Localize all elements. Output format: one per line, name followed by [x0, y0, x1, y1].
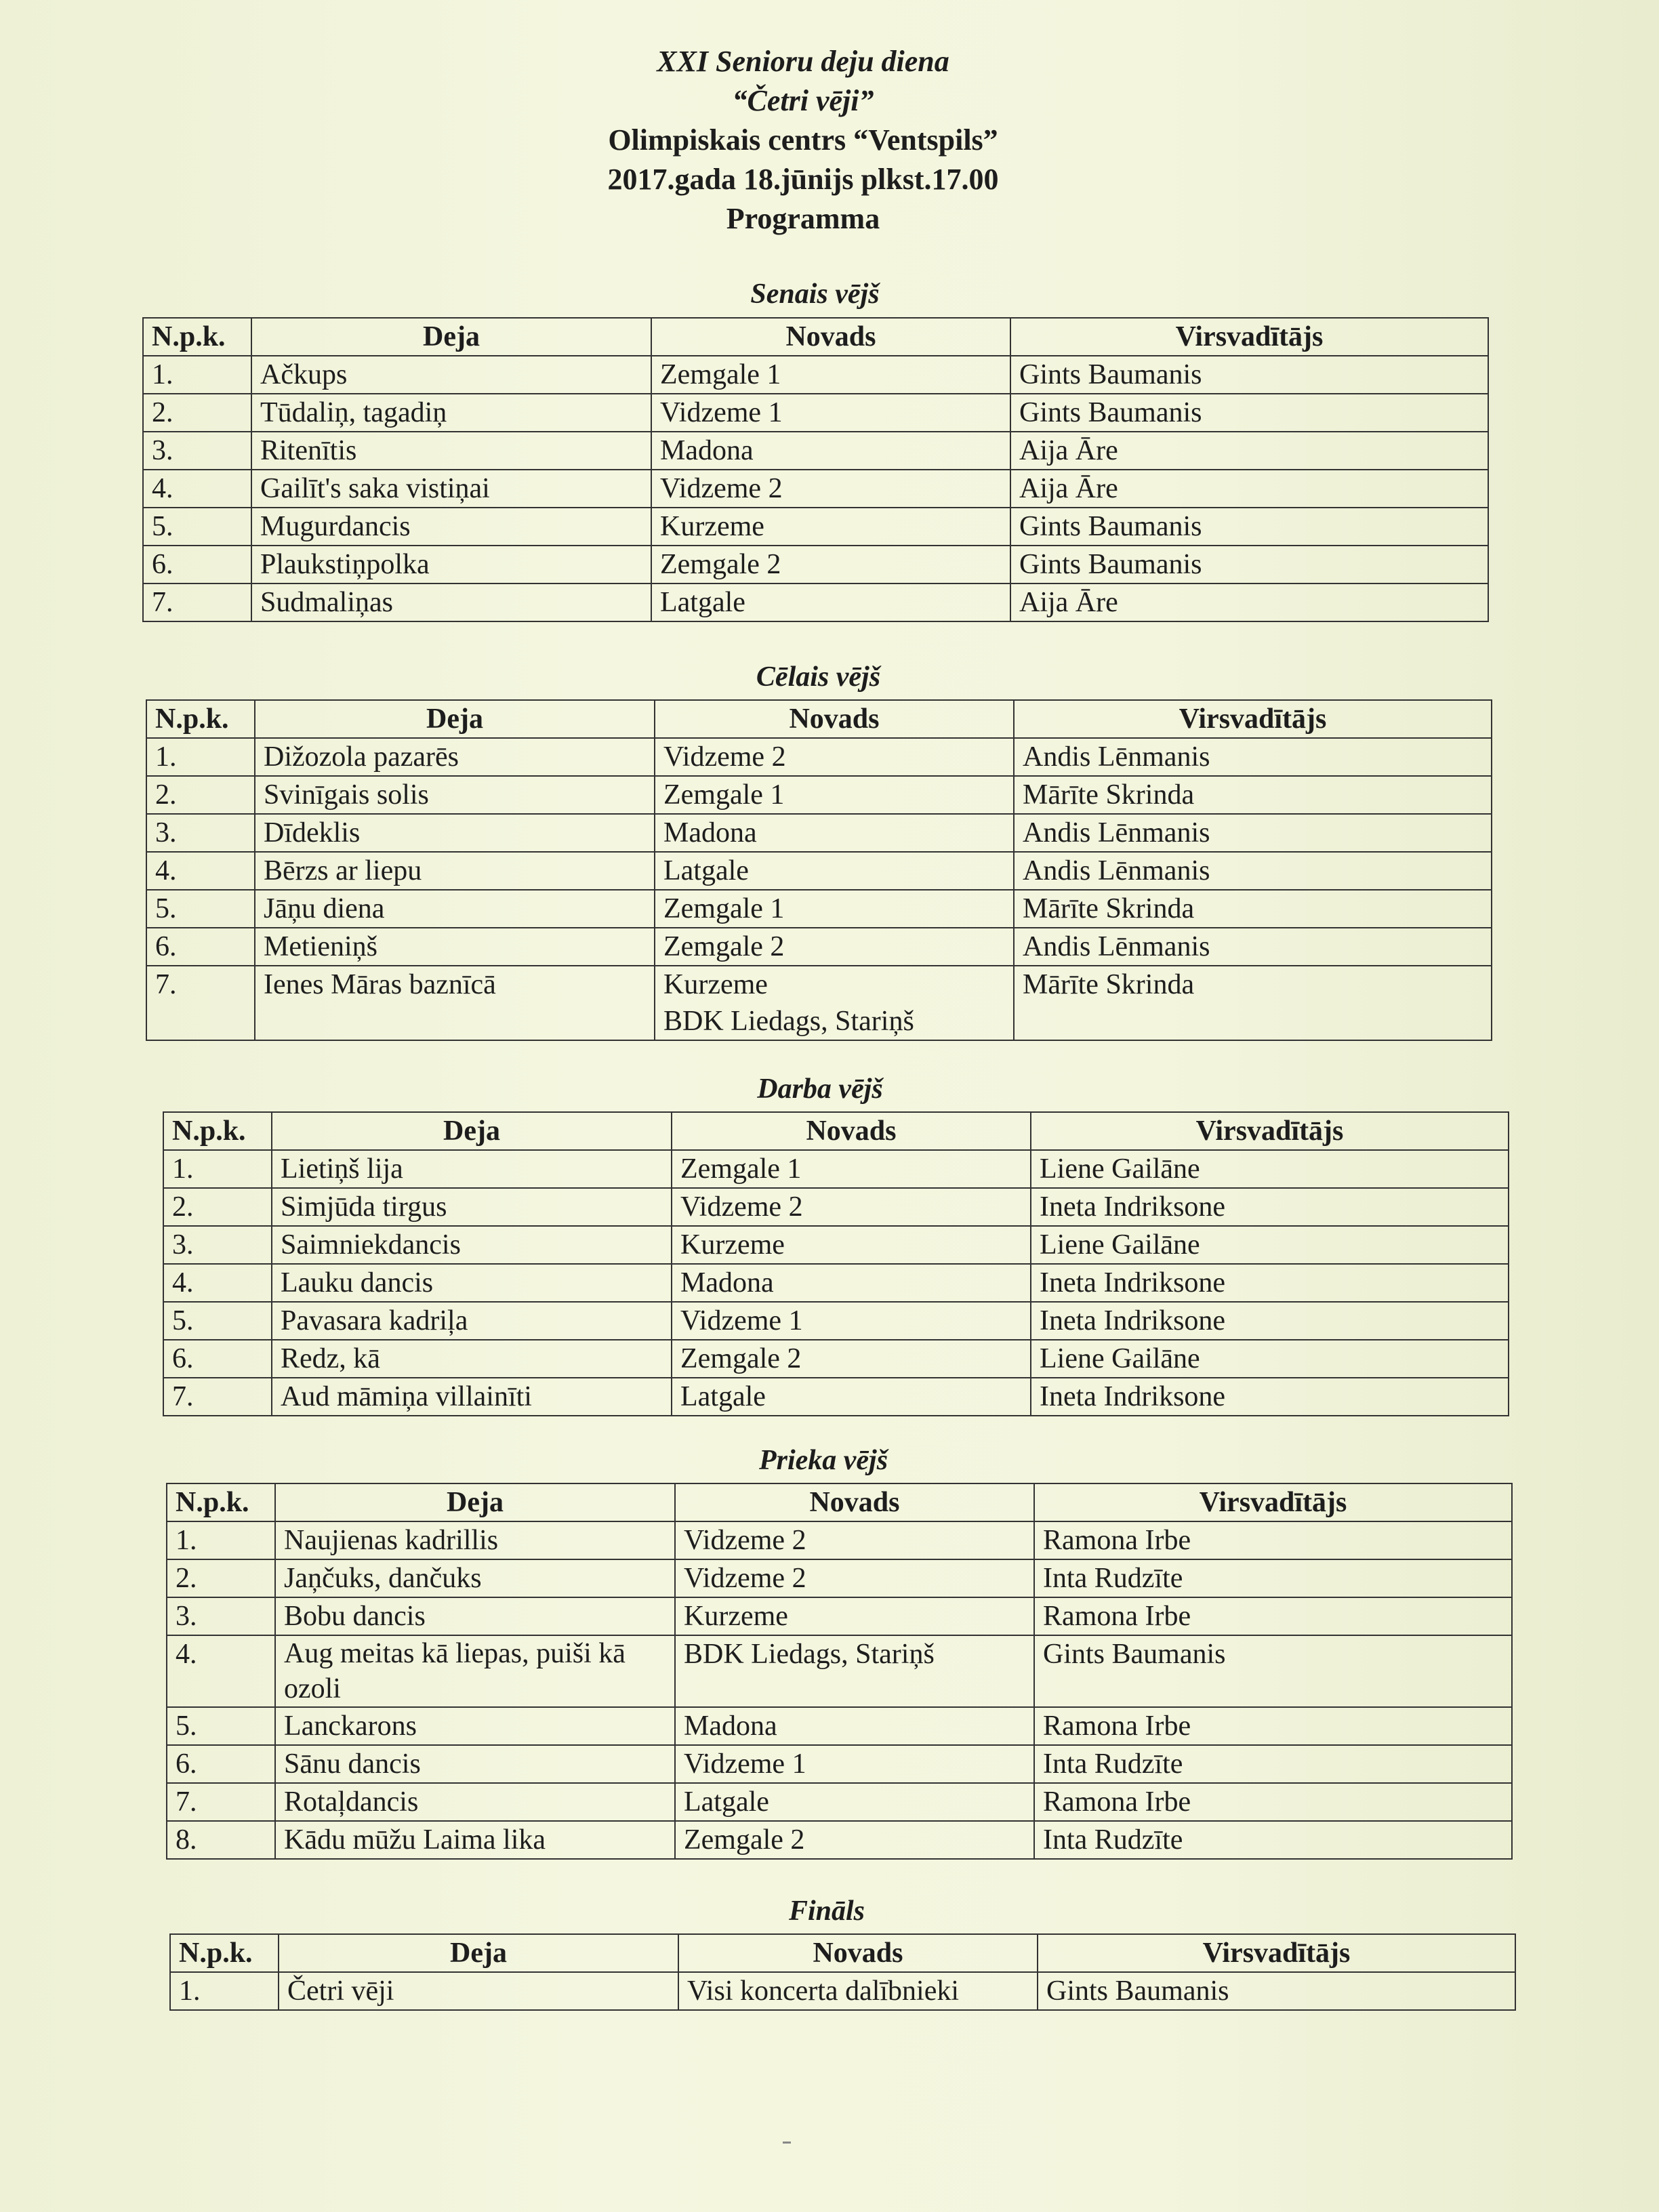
col-virsvaditajs: Virsvadītājs [1031, 1112, 1509, 1150]
region: Zemgale 2 [672, 1340, 1031, 1378]
table-row [167, 1821, 1512, 1859]
section-title-finals: Fināls [788, 1896, 865, 1927]
region: Zemgale 1 [672, 1150, 1031, 1188]
col-npk: N.p.k. [143, 318, 251, 356]
table-row [143, 356, 1488, 394]
region: Latgale [675, 1783, 1034, 1821]
table-row [146, 928, 1492, 966]
col-novads: Novads [655, 700, 1014, 738]
row-number: 1. [163, 1150, 272, 1188]
table-header-row [167, 1483, 1512, 1521]
leader: Aija Āre [1010, 432, 1488, 470]
region [655, 966, 1014, 1040]
region: Vidzeme 1 [672, 1302, 1031, 1340]
section-title-prieka: Prieka vējš [758, 1445, 888, 1476]
row-number: 8. [167, 1821, 275, 1859]
leader: Ineta Indriksone [1031, 1188, 1509, 1226]
table-celais [146, 699, 1492, 1041]
table-row [167, 1745, 1512, 1783]
dance-name: Bērzs ar liepu [255, 852, 655, 890]
row-number: 6. [167, 1745, 275, 1783]
region: Vidzeme 2 [675, 1559, 1034, 1597]
col-npk: N.p.k. [163, 1112, 272, 1150]
region: Latgale [655, 852, 1014, 890]
region: Madona [672, 1264, 1031, 1302]
row-number: 5. [146, 890, 255, 928]
region: Vidzeme 1 [651, 394, 1010, 432]
table-row [167, 1521, 1512, 1559]
region: Vidzeme 2 [651, 470, 1010, 508]
dance-name: Dižozola pazarēs [255, 738, 655, 776]
leader: Andis Lēnmanis [1014, 738, 1492, 776]
dance-name: Četri vēji [279, 1972, 678, 2010]
region-line-2: BDK Liedags, Stariņš [663, 1006, 914, 1037]
col-novads: Novads [678, 1934, 1038, 1972]
dance-name: Dīdeklis [255, 814, 655, 852]
row-number: 7. [163, 1378, 272, 1416]
event-subtitle: “Četri vēji” [732, 84, 874, 117]
dance-name: Ienes Māras baznīcā [255, 966, 655, 1040]
leader: Andis Lēnmanis [1014, 852, 1492, 890]
table-senais [142, 317, 1489, 622]
row-number: 2. [163, 1188, 272, 1226]
table-header-row [163, 1112, 1509, 1150]
row-number: 4. [146, 852, 255, 890]
col-virsvaditajs: Virsvadītājs [1010, 318, 1488, 356]
dance-name: Kādu mūžu Laima lika [275, 1821, 675, 1859]
dance-name: Ačkups [251, 356, 651, 394]
region: Latgale [672, 1378, 1031, 1416]
dance-name: Sānu dancis [275, 1745, 675, 1783]
row-number: 4. [143, 470, 251, 508]
region: Kurzeme [672, 1226, 1031, 1264]
row-number: 7. [167, 1783, 275, 1821]
program-heading: Programma [726, 202, 880, 235]
table-row [143, 583, 1488, 621]
dance-name: Bobu dancis [275, 1597, 675, 1635]
leader: Inta Rudzīte [1034, 1821, 1512, 1859]
dance-name: Metieniņš [255, 928, 655, 966]
leader: Inta Rudzīte [1034, 1745, 1512, 1783]
region: Vidzeme 2 [672, 1188, 1031, 1226]
table-header-row [170, 1934, 1515, 1972]
col-virsvaditajs: Virsvadītājs [1014, 700, 1492, 738]
col-deja: Deja [275, 1483, 675, 1521]
row-number: 5. [167, 1707, 275, 1745]
leader: Gints Baumanis [1010, 546, 1488, 583]
section-title-darba: Darba vējš [757, 1073, 883, 1105]
dance-name: Lanckarons [275, 1707, 675, 1745]
table-row [146, 852, 1492, 890]
dance-name: Mugurdancis [251, 508, 651, 546]
dance-name: Tūdaliņ, tagadiņ [251, 394, 651, 432]
region: Kurzeme [651, 508, 1010, 546]
row-number: 3. [146, 814, 255, 852]
leader: Mārīte Skrinda [1014, 890, 1492, 928]
row-number: 3. [143, 432, 251, 470]
dance-name: Naujienas kadrillis [275, 1521, 675, 1559]
leader: Gints Baumanis [1010, 356, 1488, 394]
col-virsvaditajs: Virsvadītājs [1034, 1483, 1512, 1521]
leader: Mārīte Skrinda [1014, 966, 1492, 1040]
col-virsvaditajs: Virsvadītājs [1038, 1934, 1515, 1972]
leader: Andis Lēnmanis [1014, 814, 1492, 852]
table-prieka [166, 1483, 1513, 1860]
region: Zemgale 1 [651, 356, 1010, 394]
page-mark [783, 2142, 791, 2144]
row-number: 1. [143, 356, 251, 394]
row-number: 7. [146, 966, 255, 1040]
dance-name: Jāņu diena [255, 890, 655, 928]
table-header-row [146, 700, 1492, 738]
table-row [167, 1783, 1512, 1821]
table-row [146, 966, 1492, 1040]
col-deja: Deja [279, 1934, 678, 1972]
dance-name: Pavasara kadriļa [272, 1302, 672, 1340]
col-npk: N.p.k. [167, 1483, 275, 1521]
dance-name: Aud māmiņa villainīti [272, 1378, 672, 1416]
table-row [167, 1597, 1512, 1635]
table-darba [163, 1111, 1509, 1416]
region: Madona [655, 814, 1014, 852]
leader: Ineta Indriksone [1031, 1302, 1509, 1340]
row-number: 1. [167, 1521, 275, 1559]
leader: Liene Gailāne [1031, 1340, 1509, 1378]
table-row [167, 1635, 1512, 1707]
leader: Mārīte Skrinda [1014, 776, 1492, 814]
table-row [143, 394, 1488, 432]
table-row [170, 1972, 1515, 2010]
table-row [163, 1340, 1509, 1378]
dance-name: Gailīt's saka vistiņai [251, 470, 651, 508]
row-number: 2. [143, 394, 251, 432]
leader: Gints Baumanis [1038, 1972, 1515, 2010]
col-deja: Deja [255, 700, 655, 738]
dance-name: Svinīgais solis [255, 776, 655, 814]
row-number: 4. [167, 1635, 275, 1707]
dance-name: Sudmaliņas [251, 583, 651, 621]
region: Madona [675, 1707, 1034, 1745]
leader: Ramona Irbe [1034, 1783, 1512, 1821]
dance-name: Redz, kā [272, 1340, 672, 1378]
event-date: 2017.gada 18.jūnijs plkst.17.00 [607, 163, 999, 196]
table-row [163, 1264, 1509, 1302]
region: Zemgale 2 [651, 546, 1010, 583]
leader: Inta Rudzīte [1034, 1559, 1512, 1597]
dance-name: Rotaļdancis [275, 1783, 675, 1821]
leader: Gints Baumanis [1010, 394, 1488, 432]
table-row [146, 738, 1492, 776]
region: Zemgale 2 [675, 1821, 1034, 1859]
leader: Andis Lēnmanis [1014, 928, 1492, 966]
row-number: 1. [170, 1972, 279, 2010]
row-number: 3. [163, 1226, 272, 1264]
table-row [146, 814, 1492, 852]
row-number: 2. [146, 776, 255, 814]
dance-name: Lauku dancis [272, 1264, 672, 1302]
leader: Ramona Irbe [1034, 1597, 1512, 1635]
leader: Aija Āre [1010, 470, 1488, 508]
col-novads: Novads [651, 318, 1010, 356]
dance-name: Aug meitas kā liepas, puiši kā ozoli [275, 1635, 675, 1707]
region: Vidzeme 1 [675, 1745, 1034, 1783]
row-number: 6. [163, 1340, 272, 1378]
row-number: 6. [143, 546, 251, 583]
col-novads: Novads [675, 1483, 1034, 1521]
col-npk: N.p.k. [146, 700, 255, 738]
dance-name: Saimniekdancis [272, 1226, 672, 1264]
table-row [167, 1707, 1512, 1745]
section-title-senais: Senais vējš [750, 279, 880, 310]
row-number: 6. [146, 928, 255, 966]
leader: Gints Baumanis [1034, 1635, 1512, 1707]
col-npk: N.p.k. [170, 1934, 279, 1972]
dance-name: Jaņčuks, dančuks [275, 1559, 675, 1597]
table-row [163, 1302, 1509, 1340]
region: Zemgale 1 [655, 890, 1014, 928]
region: Madona [651, 432, 1010, 470]
row-number: 7. [143, 583, 251, 621]
leader: Liene Gailāne [1031, 1150, 1509, 1188]
table-header-row [143, 318, 1488, 356]
region: BDK Liedags, Stariņš [675, 1635, 1034, 1707]
region: Latgale [651, 583, 1010, 621]
table-row [163, 1150, 1509, 1188]
table-row [167, 1559, 1512, 1597]
leader: Gints Baumanis [1010, 508, 1488, 546]
region: Kurzeme [675, 1597, 1034, 1635]
table-row [163, 1188, 1509, 1226]
event-title: XXI Senioru deju diena [657, 45, 949, 78]
table-row [163, 1378, 1509, 1416]
region: Vidzeme 2 [675, 1521, 1034, 1559]
leader: Liene Gailāne [1031, 1226, 1509, 1264]
col-novads: Novads [672, 1112, 1031, 1150]
col-deja: Deja [272, 1112, 672, 1150]
table-row [143, 470, 1488, 508]
leader: Ineta Indriksone [1031, 1378, 1509, 1416]
venue: Olimpiskais centrs “Ventspils” [608, 123, 998, 157]
leader: Ineta Indriksone [1031, 1264, 1509, 1302]
dance-name: Lietiņš lija [272, 1150, 672, 1188]
leader: Aija Āre [1010, 583, 1488, 621]
row-number: 2. [167, 1559, 275, 1597]
table-row [143, 508, 1488, 546]
region: Visi koncerta dalībnieki [678, 1972, 1038, 2010]
row-number: 5. [163, 1302, 272, 1340]
row-number: 4. [163, 1264, 272, 1302]
col-deja: Deja [251, 318, 651, 356]
region-line-1: Kurzeme [663, 969, 768, 1000]
program-header [0, 42, 1606, 239]
table-row [143, 432, 1488, 470]
table-row [163, 1226, 1509, 1264]
table-row [146, 776, 1492, 814]
table-row [143, 546, 1488, 583]
region: Zemgale 2 [655, 928, 1014, 966]
region: Vidzeme 2 [655, 738, 1014, 776]
leader: Ramona Irbe [1034, 1707, 1512, 1745]
table-finals [169, 1933, 1516, 2011]
dance-name: Simjūda tirgus [272, 1188, 672, 1226]
section-title-celais: Cēlais vējš [756, 661, 881, 693]
row-number: 3. [167, 1597, 275, 1635]
region: Zemgale 1 [655, 776, 1014, 814]
dance-name: Plaukstiņpolka [251, 546, 651, 583]
leader: Ramona Irbe [1034, 1521, 1512, 1559]
row-number: 1. [146, 738, 255, 776]
dance-name: Ritenītis [251, 432, 651, 470]
row-number: 5. [143, 508, 251, 546]
table-row [146, 890, 1492, 928]
